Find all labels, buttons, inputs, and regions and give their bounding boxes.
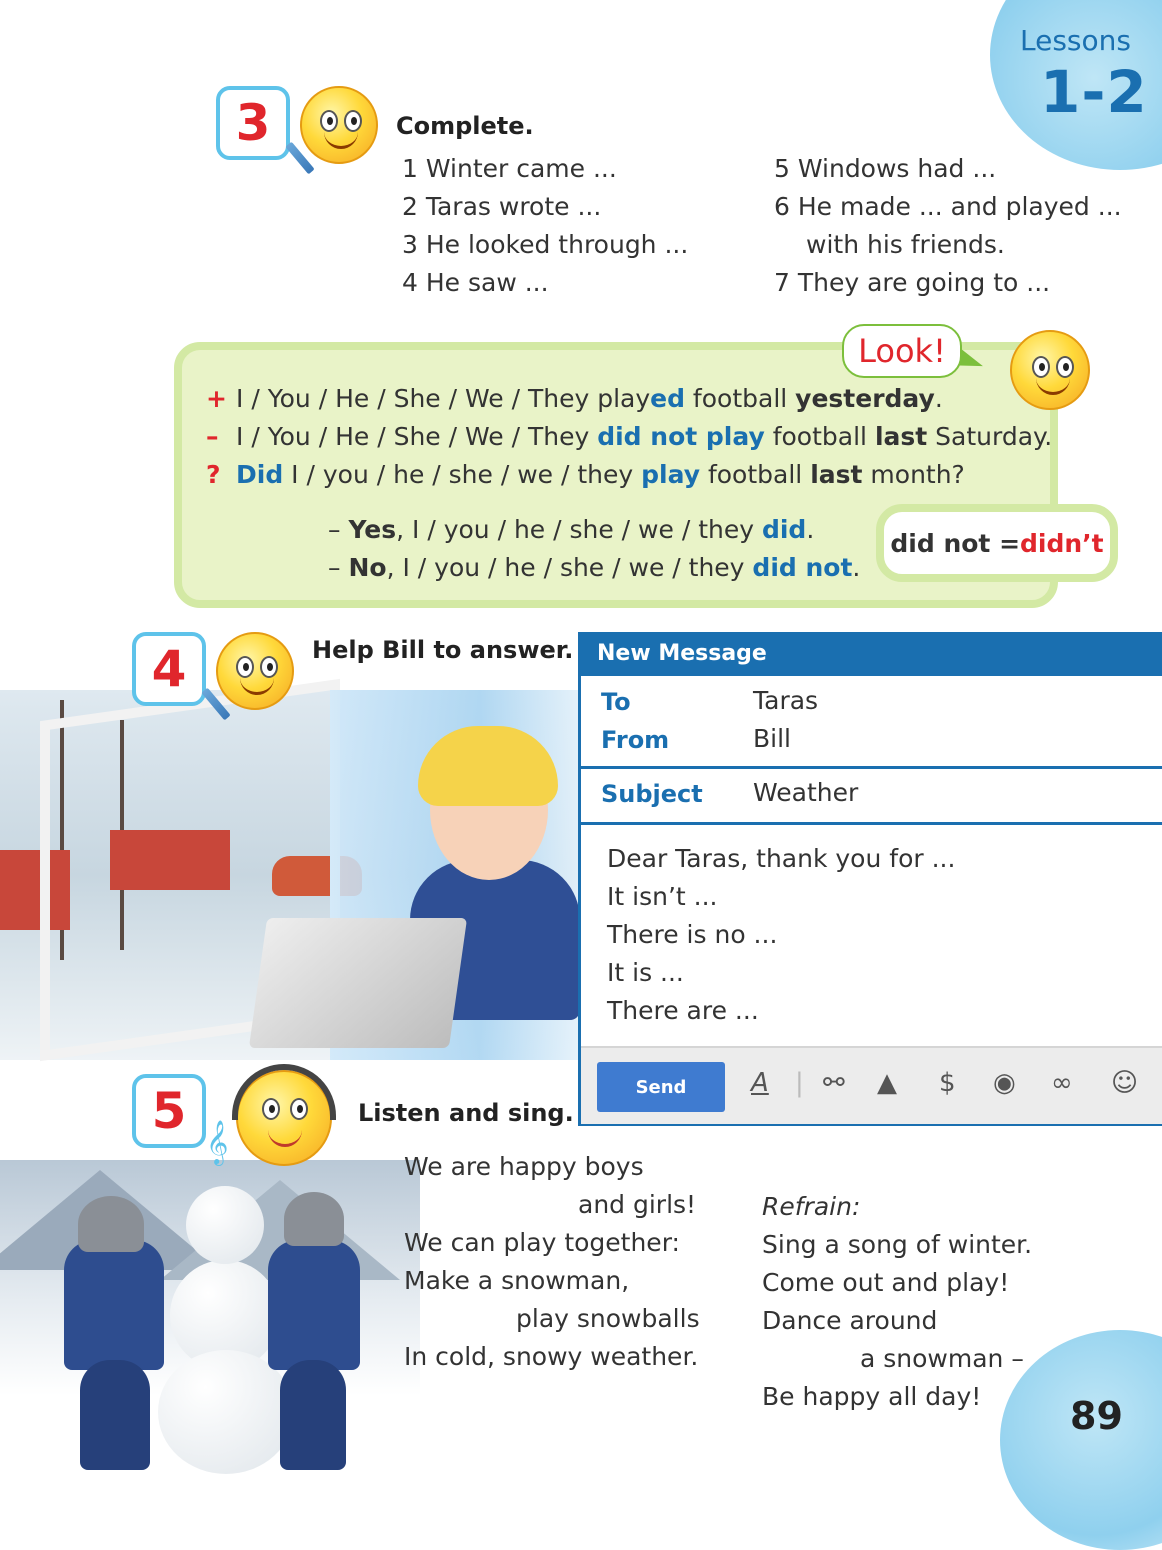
attach-icon[interactable]: ⚯	[823, 1068, 845, 1098]
exercise-3-instruction: Complete.	[396, 112, 534, 140]
ex3-item-2: 2 Taras wrote ...	[402, 192, 602, 221]
from-field[interactable]: Bill	[753, 724, 791, 753]
refrain-line-2: Come out and play!	[762, 1268, 1010, 1297]
grammar-question: ? Did I / you / he / she / we / they play football last month?	[206, 460, 965, 489]
grammar-affirmative: + I / You / He / She / We / They played football yesterday.	[206, 384, 943, 413]
divider	[581, 766, 1162, 769]
verse-line-2: and girls!	[578, 1190, 697, 1219]
page-number: 89	[1070, 1394, 1123, 1438]
new-message-window	[578, 632, 1162, 1126]
contraction-note: did not = didn’t	[876, 504, 1118, 582]
smiley-pointing-icon	[1010, 330, 1090, 410]
verse-line-4: Make a snowman,	[404, 1266, 630, 1295]
email-body-line-5[interactable]: There are ...	[607, 996, 759, 1025]
refrain-line-3: Dance around	[762, 1306, 938, 1335]
exercise-5-instruction: Listen and sing.	[358, 1099, 574, 1127]
money-icon[interactable]: $	[939, 1068, 956, 1098]
smiley-pencil-icon	[300, 86, 378, 164]
refrain-line-5: Be happy all day!	[762, 1382, 982, 1411]
page-number-badge	[1000, 1330, 1162, 1550]
ex3-item-6-cont: with his friends.	[806, 230, 1005, 259]
send-button[interactable]: Send	[597, 1062, 725, 1112]
look-bubble: Look!	[842, 324, 962, 378]
smiley-pencil-icon	[216, 632, 294, 710]
exercise-4-instruction: Help Bill to answer.	[312, 636, 574, 664]
camera-icon[interactable]: ◉	[993, 1068, 1016, 1098]
to-field[interactable]: Taras	[753, 686, 819, 715]
music-note-icon: 𝄞	[206, 1120, 229, 1164]
kid-left	[64, 1240, 164, 1370]
verse-line-6: In cold, snowy weather.	[404, 1342, 699, 1371]
refrain-label: Refrain:	[762, 1192, 861, 1221]
headphones-icon	[232, 1064, 336, 1120]
verse-line-5: play snowballs	[516, 1304, 700, 1333]
ex3-item-5: 5 Windows had ...	[774, 154, 997, 183]
subject-field[interactable]: Weather	[753, 778, 859, 807]
refrain-line-4: a snowman –	[860, 1344, 1024, 1373]
refrain-line-1: Sing a song of winter.	[762, 1230, 1033, 1259]
email-body-line-3[interactable]: There is no ...	[607, 920, 778, 949]
ex3-item-4: 4 He saw ...	[402, 268, 549, 297]
to-label: To	[601, 688, 631, 716]
email-body-line-4[interactable]: It is ...	[607, 958, 684, 987]
toolbar-divider: |	[795, 1068, 804, 1098]
ex3-item-1: 1 Winter came ...	[402, 154, 617, 183]
exercise-4-number: 4	[132, 632, 206, 706]
kid-right	[268, 1240, 360, 1370]
email-toolbar	[581, 1046, 1162, 1124]
email-header: New Message	[581, 632, 1162, 676]
verse-line-3: We can play together:	[404, 1228, 680, 1257]
grammar-short-answer-no: – No, I / you / he / she / we / they did not.	[328, 553, 861, 582]
ex3-item-3: 3 He looked through ...	[402, 230, 689, 259]
email-body-line-2[interactable]: It isn’t ...	[607, 882, 718, 911]
drive-icon[interactable]: ▲	[877, 1068, 897, 1098]
exercise-5-number: 5	[132, 1074, 206, 1148]
from-label: From	[601, 726, 670, 754]
lessons-label: Lessons	[1020, 24, 1131, 57]
ex3-item-7: 7 They are going to ...	[774, 268, 1051, 297]
format-text-icon[interactable]: A	[751, 1068, 769, 1098]
subject-label: Subject	[601, 780, 703, 808]
snowman-head	[186, 1186, 264, 1264]
emoji-icon[interactable]: ☺	[1111, 1068, 1139, 1098]
link-icon[interactable]: ∞	[1051, 1068, 1073, 1098]
verse-line-1: We are happy boys	[404, 1152, 644, 1181]
grammar-short-answer-yes: – Yes, I / you / he / she / we / they did.	[328, 515, 815, 544]
kid-right-hat	[284, 1192, 344, 1246]
laptop-illustration	[249, 918, 467, 1048]
email-body-line-1[interactable]: Dear Taras, thank you for ...	[607, 844, 956, 873]
kid-left-hat	[78, 1196, 144, 1252]
exercise-3-number: 3	[216, 86, 290, 160]
divider	[581, 822, 1162, 825]
grammar-negative: – I / You / He / She / We / They did not play football last Saturday.	[206, 422, 1053, 451]
lessons-number: 1-2	[1040, 58, 1148, 126]
ex3-item-6: 6 He made ... and played ...	[774, 192, 1122, 221]
